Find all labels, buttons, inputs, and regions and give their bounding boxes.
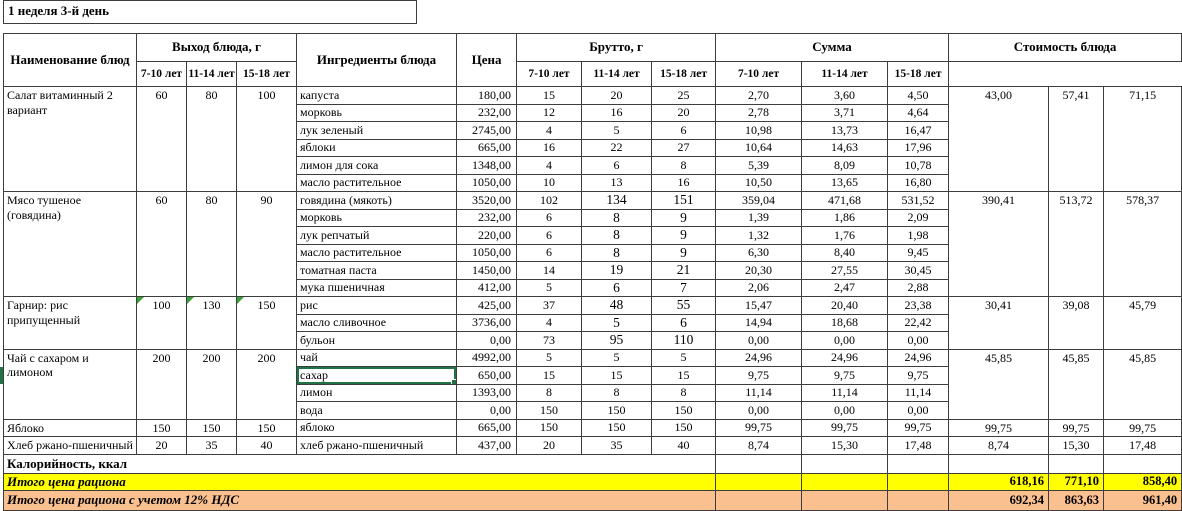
gross-cell[interactable]: 102	[517, 192, 582, 210]
menu-cost-table	[3, 33, 1182, 511]
gross-cell[interactable]: 8	[582, 209, 652, 227]
price-cell[interactable]: 180,00	[457, 87, 517, 105]
header-dish[interactable]: Наименование блюд	[4, 34, 137, 87]
sum-cell[interactable]: 13,73	[802, 122, 888, 140]
cost-cell[interactable]: 99,75	[1049, 419, 1104, 437]
sum-cell[interactable]: 10,98	[716, 122, 802, 140]
header-age-group[interactable]: 11-14 лет	[187, 62, 237, 87]
sum-cell[interactable]: 2,09	[888, 209, 949, 227]
total-value-cell[interactable]: 858,40	[1104, 473, 1182, 490]
ingredient-cell[interactable]: яблоки	[297, 139, 457, 157]
ingredient-cell[interactable]: рис	[297, 297, 457, 315]
gross-cell[interactable]: 37	[517, 297, 582, 315]
total-value-cell[interactable]: 771,10	[1049, 473, 1104, 490]
header-gross[interactable]: Брутто, г	[517, 34, 716, 62]
sum-cell[interactable]: 0,00	[802, 402, 888, 420]
gross-cell[interactable]: 27	[652, 139, 716, 157]
gross-cell[interactable]: 20	[582, 87, 652, 105]
gross-cell[interactable]: 20	[652, 104, 716, 122]
sum-cell[interactable]: 1,32	[716, 227, 802, 245]
sum-cell[interactable]: 99,75	[716, 419, 802, 437]
price-cell[interactable]: 650,00	[457, 367, 517, 385]
price-cell[interactable]: 0,00	[457, 402, 517, 420]
output-cell[interactable]: 60	[137, 192, 187, 297]
sum-cell[interactable]: 8,74	[716, 437, 802, 455]
cost-cell[interactable]: 17,48	[1104, 437, 1182, 455]
price-cell[interactable]: 665,00	[457, 139, 517, 157]
sum-cell[interactable]: 0,00	[802, 332, 888, 350]
ingredient-row	[4, 437, 1182, 455]
total-vat-value-cell[interactable]: 961,40	[1104, 490, 1182, 510]
price-cell[interactable]: 232,00	[457, 104, 517, 122]
gross-cell[interactable]: 151	[652, 192, 716, 210]
price-cell[interactable]: 412,00	[457, 279, 517, 297]
header-age-group[interactable]: 11-14 лет	[802, 62, 888, 87]
price-cell[interactable]: 3736,00	[457, 314, 517, 332]
sum-cell[interactable]: 9,75	[716, 367, 802, 385]
dish-name-cell[interactable]: Гарнир: рис припущенный	[4, 297, 137, 350]
cost-cell[interactable]: 513,72	[1049, 192, 1104, 297]
price-cell[interactable]: 437,00	[457, 437, 517, 455]
gross-cell[interactable]: 5	[582, 122, 652, 140]
gross-cell[interactable]: 40	[652, 437, 716, 455]
cost-cell[interactable]: 57,41	[1049, 87, 1104, 192]
dish-name-cell[interactable]: Чай с сахаром и лимоном	[4, 349, 137, 419]
gross-cell[interactable]: 8	[582, 244, 652, 262]
header-age-group[interactable]: 15-18 лет	[888, 62, 949, 87]
gross-cell[interactable]: 16	[582, 104, 652, 122]
sum-cell[interactable]: 0,00	[716, 332, 802, 350]
output-cell[interactable]: 100	[137, 297, 187, 350]
sum-cell[interactable]: 11,14	[888, 384, 949, 402]
header-output[interactable]: Выход блюда, г	[137, 34, 297, 62]
output-cell[interactable]: 150	[237, 297, 297, 350]
gross-cell[interactable]: 8	[652, 384, 716, 402]
empty-cell[interactable]	[716, 490, 802, 510]
gross-cell[interactable]: 21	[652, 262, 716, 280]
gross-cell[interactable]: 6	[517, 244, 582, 262]
total-vat-value-cell[interactable]: 863,63	[1049, 490, 1104, 510]
gross-cell[interactable]: 4	[517, 157, 582, 175]
sum-cell[interactable]: 16,80	[888, 174, 949, 192]
price-cell[interactable]: 665,00	[457, 419, 517, 437]
total-vat-label-cell[interactable]: Итого цена рациона с учетом 12% НДС	[4, 490, 716, 510]
cost-cell[interactable]: 45,85	[949, 349, 1049, 419]
gross-cell[interactable]: 16	[517, 139, 582, 157]
cost-cell[interactable]: 43,00	[949, 87, 1049, 192]
gross-cell[interactable]: 10	[517, 174, 582, 192]
gross-cell[interactable]: 35	[582, 437, 652, 455]
price-cell[interactable]: 0,00	[457, 332, 517, 350]
dish-name-cell[interactable]: Хлеб ржано-пшеничный	[4, 437, 137, 455]
gross-cell[interactable]: 16	[652, 174, 716, 192]
ingredient-cell[interactable]: морковь	[297, 209, 457, 227]
empty-cell[interactable]	[888, 490, 949, 510]
sum-cell[interactable]: 1,98	[888, 227, 949, 245]
sum-cell[interactable]: 2,47	[802, 279, 888, 297]
sum-cell[interactable]: 0,00	[888, 332, 949, 350]
gross-cell[interactable]: 150	[517, 419, 582, 437]
ingredient-cell[interactable]: говядина (мякоть)	[297, 192, 457, 210]
ingredient-cell[interactable]: морковь	[297, 104, 457, 122]
sum-cell[interactable]: 14,63	[802, 139, 888, 157]
gross-cell[interactable]: 9	[652, 227, 716, 245]
gross-cell[interactable]: 4	[517, 314, 582, 332]
sum-cell[interactable]: 14,94	[716, 314, 802, 332]
ingredient-cell[interactable]: бульон	[297, 332, 457, 350]
sum-cell[interactable]: 99,75	[888, 419, 949, 437]
selected-row-indicator	[0, 367, 3, 385]
total-label-cell[interactable]: Итого цена рациона	[4, 473, 716, 490]
ingredient-row	[4, 297, 1182, 315]
gross-cell[interactable]: 5	[517, 279, 582, 297]
cost-cell[interactable]: 30,41	[949, 297, 1049, 350]
empty-cell[interactable]	[802, 473, 888, 490]
cost-cell[interactable]: 99,75	[949, 419, 1049, 437]
gross-cell[interactable]: 15	[652, 367, 716, 385]
sum-cell[interactable]: 3,60	[802, 87, 888, 105]
gross-cell[interactable]: 6	[652, 314, 716, 332]
ingredient-cell[interactable]: хлеб ржано-пшеничный	[297, 437, 457, 455]
cost-cell[interactable]: 71,15	[1104, 87, 1182, 192]
output-cell[interactable]: 150	[187, 419, 237, 437]
total-row	[4, 473, 1182, 490]
ingredient-row	[4, 192, 1182, 210]
sum-cell[interactable]: 15,30	[802, 437, 888, 455]
day-title-cell[interactable]: 1 неделя 3-й день	[3, 0, 417, 24]
gross-cell[interactable]: 4	[517, 122, 582, 140]
empty-cell[interactable]	[1049, 454, 1104, 473]
ingredient-cell[interactable]: чай	[297, 349, 457, 367]
gross-cell[interactable]: 22	[582, 139, 652, 157]
header-sum[interactable]: Сумма	[716, 34, 949, 62]
sum-cell[interactable]: 20,30	[716, 262, 802, 280]
sum-cell[interactable]: 16,47	[888, 122, 949, 140]
sum-cell[interactable]: 0,00	[888, 402, 949, 420]
price-cell[interactable]: 4992,00	[457, 349, 517, 367]
total-vat-row	[4, 490, 1182, 510]
sum-cell[interactable]: 23,38	[888, 297, 949, 315]
sum-cell[interactable]: 99,75	[802, 419, 888, 437]
gross-cell[interactable]: 6	[517, 209, 582, 227]
gross-cell[interactable]: 25	[652, 87, 716, 105]
sum-cell[interactable]: 4,64	[888, 104, 949, 122]
header-price[interactable]: Цена	[457, 34, 517, 87]
gross-cell[interactable]: 6	[582, 157, 652, 175]
dish-name-cell[interactable]: Яблоко	[4, 419, 137, 437]
cost-cell[interactable]: 8,74	[949, 437, 1049, 455]
empty-cell[interactable]	[888, 473, 949, 490]
sum-cell[interactable]: 20,40	[802, 297, 888, 315]
output-cell[interactable]: 35	[187, 437, 237, 455]
price-cell[interactable]: 425,00	[457, 297, 517, 315]
price-cell[interactable]: 2745,00	[457, 122, 517, 140]
gross-cell[interactable]: 55	[652, 297, 716, 315]
gross-cell[interactable]: 5	[517, 349, 582, 367]
ingredient-cell[interactable]: масло сливочное	[297, 314, 457, 332]
output-cell[interactable]: 200	[237, 349, 297, 419]
sum-cell[interactable]: 10,50	[716, 174, 802, 192]
sum-cell[interactable]: 471,68	[802, 192, 888, 210]
sum-cell[interactable]: 15,47	[716, 297, 802, 315]
calories-row	[4, 454, 1182, 473]
sum-cell[interactable]: 13,65	[802, 174, 888, 192]
sum-cell[interactable]: 359,04	[716, 192, 802, 210]
cost-cell[interactable]: 45,79	[1104, 297, 1182, 350]
price-cell[interactable]: 3520,00	[457, 192, 517, 210]
ingredient-row	[4, 419, 1182, 437]
gross-cell[interactable]: 7	[652, 279, 716, 297]
total-vat-value-cell[interactable]: 692,34	[949, 490, 1049, 510]
gross-cell[interactable]: 15	[517, 87, 582, 105]
output-cell[interactable]: 20	[137, 437, 187, 455]
header-age-group[interactable]: 15-18 лет	[237, 62, 297, 87]
sum-cell[interactable]: 8,40	[802, 244, 888, 262]
sum-cell[interactable]: 24,96	[716, 349, 802, 367]
spacer	[3, 24, 1182, 33]
price-cell[interactable]: 1050,00	[457, 174, 517, 192]
gross-cell[interactable]: 8	[652, 157, 716, 175]
cost-cell[interactable]: 390,41	[949, 192, 1049, 297]
sum-cell[interactable]: 0,00	[716, 402, 802, 420]
gross-cell[interactable]: 8	[582, 227, 652, 245]
gross-cell[interactable]: 48	[582, 297, 652, 315]
price-cell[interactable]: 232,00	[457, 209, 517, 227]
dish-name-cell[interactable]: Салат витаминный 2 вариант	[4, 87, 137, 192]
empty-cell[interactable]	[802, 490, 888, 510]
gross-cell[interactable]: 9	[652, 244, 716, 262]
sum-cell[interactable]: 531,52	[888, 192, 949, 210]
sum-cell[interactable]: 2,88	[888, 279, 949, 297]
empty-cell[interactable]	[716, 473, 802, 490]
gross-cell[interactable]: 6	[652, 122, 716, 140]
ingredient-cell[interactable]: яблоко	[297, 419, 457, 437]
sum-cell[interactable]: 5,39	[716, 157, 802, 175]
sum-cell[interactable]: 9,75	[802, 367, 888, 385]
header-ingredients[interactable]: Ингредиенты блюда	[297, 34, 457, 87]
gross-cell[interactable]: 8	[582, 384, 652, 402]
gross-cell[interactable]: 150	[652, 402, 716, 420]
empty-cell[interactable]	[888, 454, 949, 473]
cost-cell[interactable]: 99,75	[1104, 419, 1182, 437]
footer-rows	[4, 454, 1182, 510]
gross-cell[interactable]: 6	[517, 227, 582, 245]
output-cell[interactable]: 60	[137, 87, 187, 192]
sum-cell[interactable]: 6,30	[716, 244, 802, 262]
gross-cell[interactable]: 95	[582, 332, 652, 350]
header-age-group[interactable]: 11-14 лет	[582, 62, 652, 87]
empty-cell[interactable]	[949, 454, 1049, 473]
calories-label-cell[interactable]: Калорийность, ккал	[4, 454, 716, 473]
dish-rows	[4, 87, 1182, 455]
gross-cell[interactable]: 5	[652, 349, 716, 367]
cost-cell[interactable]: 45,85	[1104, 349, 1182, 419]
gross-cell[interactable]: 12	[517, 104, 582, 122]
output-cell[interactable]: 80	[187, 87, 237, 192]
table-header	[4, 34, 1182, 87]
total-value-cell[interactable]: 618,16	[949, 473, 1049, 490]
sum-cell[interactable]: 24,96	[802, 349, 888, 367]
output-cell[interactable]: 200	[187, 349, 237, 419]
output-cell[interactable]: 150	[237, 419, 297, 437]
ingredient-row	[4, 87, 1182, 105]
ingredient-cell[interactable]: томатная паста	[297, 262, 457, 280]
sum-cell[interactable]: 4,50	[888, 87, 949, 105]
price-cell[interactable]: 1450,00	[457, 262, 517, 280]
sum-cell[interactable]: 2,70	[716, 87, 802, 105]
ingredient-cell[interactable]: сахар	[297, 367, 457, 385]
ingredient-cell[interactable]: вода	[297, 402, 457, 420]
header-age-group[interactable]: 15-18 лет	[652, 62, 716, 87]
price-cell[interactable]: 1348,00	[457, 157, 517, 175]
sum-cell[interactable]: 3,71	[802, 104, 888, 122]
empty-cell[interactable]	[716, 454, 802, 473]
empty-cell[interactable]	[802, 454, 888, 473]
sum-cell[interactable]: 10,64	[716, 139, 802, 157]
gross-cell[interactable]: 150	[517, 402, 582, 420]
gross-cell[interactable]: 150	[582, 402, 652, 420]
ingredient-cell[interactable]: лимон	[297, 384, 457, 402]
empty-cell[interactable]	[1104, 454, 1182, 473]
header-cost[interactable]: Стоимость блюда	[949, 34, 1182, 62]
sum-cell[interactable]: 2,78	[716, 104, 802, 122]
ingredient-cell[interactable]: лук зеленый	[297, 122, 457, 140]
ingredient-cell[interactable]: лук репчатый	[297, 227, 457, 245]
header-age-group[interactable]: 7-10 лет	[716, 62, 802, 87]
gross-cell[interactable]: 20	[517, 437, 582, 455]
ingredient-row	[4, 349, 1182, 367]
cost-cell[interactable]: 15,30	[1049, 437, 1104, 455]
cost-cell[interactable]: 578,37	[1104, 192, 1182, 297]
header-age-group[interactable]: 7-10 лет	[517, 62, 582, 87]
ingredient-cell[interactable]: масло растительное	[297, 244, 457, 262]
gross-cell[interactable]: 110	[652, 332, 716, 350]
gross-cell[interactable]: 15	[582, 367, 652, 385]
sum-cell[interactable]: 24,96	[888, 349, 949, 367]
sum-cell[interactable]: 11,14	[802, 384, 888, 402]
output-cell[interactable]: 40	[237, 437, 297, 455]
sum-cell[interactable]: 1,39	[716, 209, 802, 227]
gross-cell[interactable]: 6	[582, 279, 652, 297]
gross-cell[interactable]: 150	[582, 419, 652, 437]
sum-cell[interactable]: 9,75	[888, 367, 949, 385]
cost-cell[interactable]: 39,08	[1049, 297, 1104, 350]
sum-cell[interactable]: 1,76	[802, 227, 888, 245]
dish-name-cell[interactable]: Мясо тушеное (говядина)	[4, 192, 137, 297]
sum-cell[interactable]: 27,55	[802, 262, 888, 280]
sum-cell[interactable]: 22,42	[888, 314, 949, 332]
output-cell[interactable]: 150	[137, 419, 187, 437]
price-cell[interactable]: 220,00	[457, 227, 517, 245]
ingredient-cell[interactable]: лимон для сока	[297, 157, 457, 175]
sum-cell[interactable]: 10,78	[888, 157, 949, 175]
sum-cell[interactable]: 2,06	[716, 279, 802, 297]
output-cell[interactable]: 130	[187, 297, 237, 350]
sum-cell[interactable]: 11,14	[716, 384, 802, 402]
sum-cell[interactable]: 18,68	[802, 314, 888, 332]
gross-cell[interactable]: 5	[582, 349, 652, 367]
gross-cell[interactable]: 5	[582, 314, 652, 332]
sum-cell[interactable]: 17,96	[888, 139, 949, 157]
gross-cell[interactable]: 14	[517, 262, 582, 280]
output-cell[interactable]: 80	[187, 192, 237, 297]
gross-cell[interactable]: 150	[652, 419, 716, 437]
sum-cell[interactable]: 30,45	[888, 262, 949, 280]
gross-cell[interactable]: 13	[582, 174, 652, 192]
gross-cell[interactable]: 73	[517, 332, 582, 350]
ingredient-cell[interactable]: масло растительное	[297, 174, 457, 192]
output-cell[interactable]: 100	[237, 87, 297, 192]
price-cell[interactable]: 1050,00	[457, 244, 517, 262]
gross-cell[interactable]: 19	[582, 262, 652, 280]
output-cell[interactable]: 200	[137, 349, 187, 419]
cost-cell[interactable]: 45,85	[1049, 349, 1104, 419]
sum-cell[interactable]: 9,45	[888, 244, 949, 262]
header-age-group[interactable]: 7-10 лет	[137, 62, 187, 87]
sum-cell[interactable]: 8,09	[802, 157, 888, 175]
gross-cell[interactable]: 8	[517, 384, 582, 402]
sum-cell[interactable]: 1,86	[802, 209, 888, 227]
gross-cell[interactable]: 15	[517, 367, 582, 385]
gross-cell[interactable]: 134	[582, 192, 652, 210]
gross-cell[interactable]: 9	[652, 209, 716, 227]
output-cell[interactable]: 90	[237, 192, 297, 297]
price-cell[interactable]: 1393,00	[457, 384, 517, 402]
sum-cell[interactable]: 17,48	[888, 437, 949, 455]
ingredient-cell[interactable]: капуста	[297, 87, 457, 105]
ingredient-cell[interactable]: мука пшеничная	[297, 279, 457, 297]
